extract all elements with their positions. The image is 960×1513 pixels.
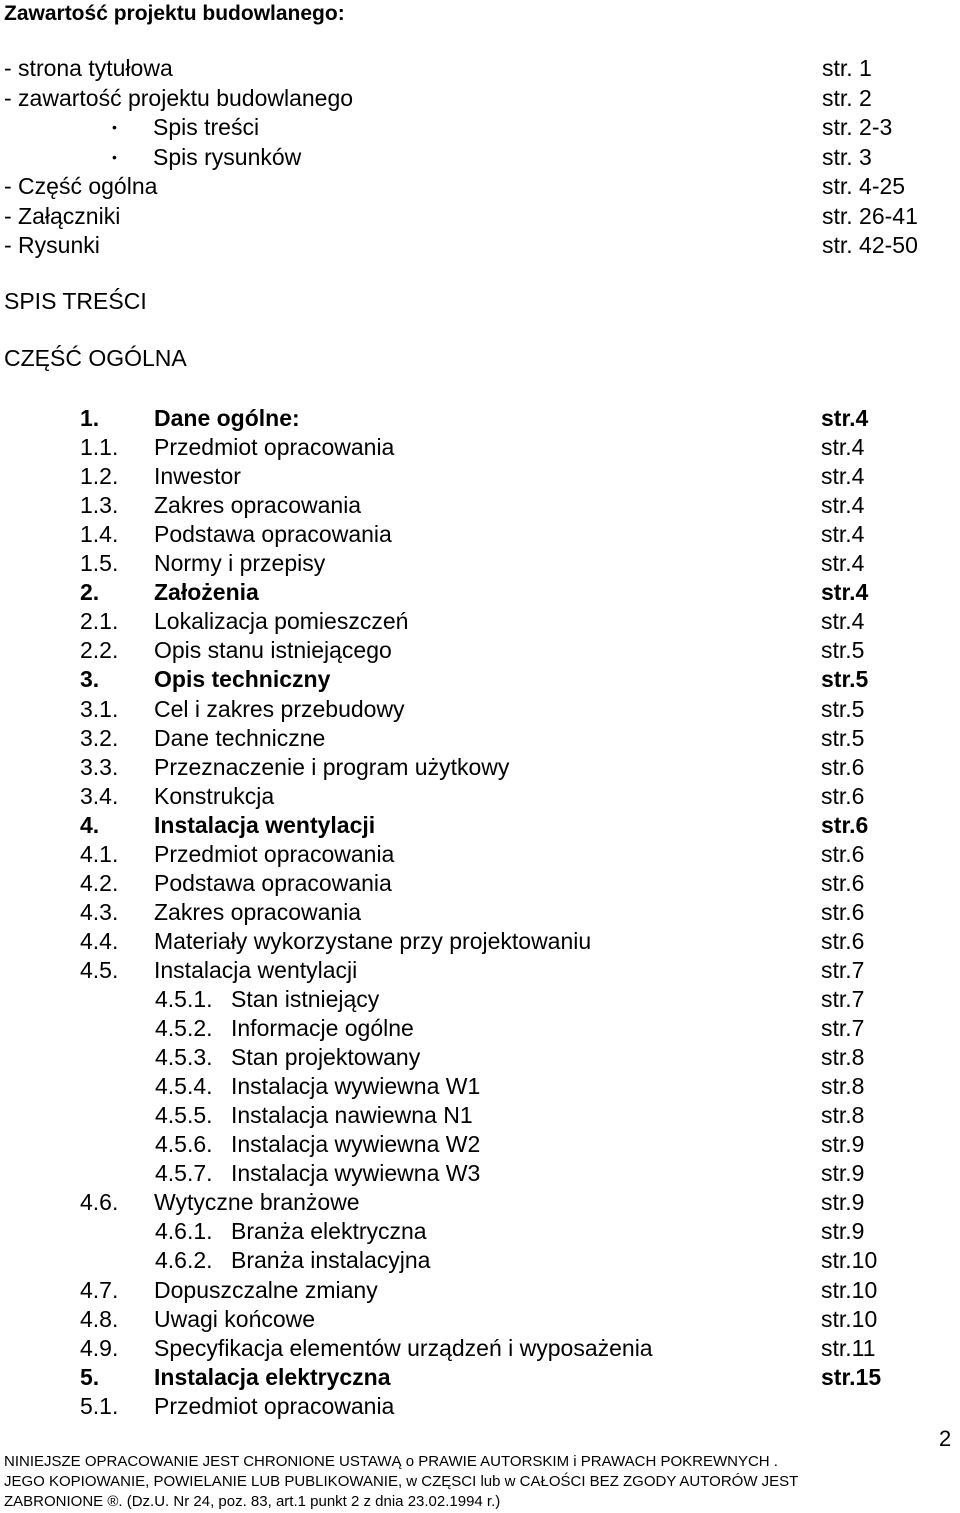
toc-entry-number: 4.5.3. <box>155 1044 213 1071</box>
contents-item-label: - strona tytułowa <box>4 55 173 81</box>
toc-entry-page: str.5 <box>821 637 865 664</box>
toc-entry-title: Lokalizacja pomieszczeń <box>154 608 409 635</box>
toc-entry-title: Opis stanu istniejącego <box>154 637 392 664</box>
toc-entry-title: Zakres opracowania <box>154 898 362 925</box>
toc-entry-page: str.8 <box>821 1073 865 1100</box>
contents-item-page: str. 1 <box>822 55 872 81</box>
toc-entry <box>0 1392 960 1420</box>
toc-entry <box>0 1334 960 1362</box>
toc-entry-number: 4.5.5. <box>155 1102 213 1129</box>
toc-entry-page: str.15 <box>821 1363 882 1390</box>
toc-entry-page: str.6 <box>821 927 865 954</box>
toc-entry <box>0 782 960 810</box>
toc-entry-page: str.4 <box>821 405 869 431</box>
contents-item-page: str. 26-41 <box>822 202 918 229</box>
toc-entry-page: str.5 <box>821 724 865 751</box>
toc-entry-number: 4.5.2. <box>155 1015 213 1042</box>
toc-entry-number: 1.3. <box>80 492 119 519</box>
toc-entry-page: str.9 <box>821 1131 865 1158</box>
page-number: 2 <box>939 1426 952 1451</box>
contents-item-page: str. 2-3 <box>822 114 893 140</box>
toc-entry-number: 4.6. <box>80 1189 119 1216</box>
toc-entry-title: Instalacja wywiewna W2 <box>231 1131 481 1158</box>
toc-entry-number: 1.5. <box>80 550 119 577</box>
czesc-ogolna-title: CZĘŚĆ OGÓLNA <box>4 345 187 371</box>
toc-entry <box>0 1072 960 1100</box>
toc-entry-page: str.8 <box>821 1044 865 1071</box>
contents-item-page: str. 42-50 <box>822 232 918 258</box>
toc-entry <box>0 404 960 432</box>
toc-entry-page: str.4 <box>821 608 865 635</box>
contents-item <box>0 231 960 259</box>
toc-entry-page: str.5 <box>821 666 869 693</box>
toc-entry-number: 4.6.2. <box>155 1247 213 1274</box>
toc-entry-page: str.10 <box>821 1276 878 1303</box>
toc-entry-page: str.6 <box>821 782 865 809</box>
toc-entry-title: Instalacja wywiewna W1 <box>231 1073 481 1100</box>
toc-entry-number: 4.4. <box>80 927 119 954</box>
toc-entry-number: 4.2. <box>80 869 119 896</box>
toc-entry-title: Branża instalacyjna <box>231 1247 431 1274</box>
toc-entry-title: Informacje ogólne <box>231 1015 414 1042</box>
toc-entry-title: Dopuszczalne zmiany <box>154 1276 378 1303</box>
bullet-icon: • <box>112 119 117 135</box>
toc-entry-title: Dane ogólne: <box>154 405 300 431</box>
contents-item-page: str. 3 <box>822 143 872 170</box>
toc-entry-title: Materiały wykorzystane przy projektowaniu <box>154 927 592 954</box>
toc-entry-number: 4.5.4. <box>155 1073 213 1100</box>
toc-entry-number: 3.3. <box>80 753 119 780</box>
toc-entry-number: 5. <box>80 1363 100 1390</box>
toc-entry-page: str.5 <box>821 695 865 722</box>
toc-entry-number: 5.1. <box>80 1392 119 1419</box>
contents-item-label: - Rysunki <box>4 232 100 258</box>
toc-entry <box>0 840 960 868</box>
toc-entry-number: 4.9. <box>80 1334 119 1361</box>
toc-entry-page: str.6 <box>821 840 865 867</box>
toc-entry-title: Konstrukcja <box>154 782 275 809</box>
toc-entry-page: str.8 <box>821 1102 865 1129</box>
toc-entry-page: str.4 <box>821 434 865 461</box>
toc-entry-title: Normy i przepisy <box>154 550 326 577</box>
toc-entry-title: Założenia <box>154 579 259 606</box>
toc-entry <box>0 695 960 723</box>
toc-entry-page: str.6 <box>821 753 865 780</box>
toc-entry-title: Uwagi końcowe <box>154 1305 316 1332</box>
toc-entry-title: Przedmiot opracowania <box>154 434 395 461</box>
toc-entry <box>0 1159 960 1187</box>
toc-entry <box>0 1188 960 1216</box>
toc-entry-page: str.6 <box>821 898 865 925</box>
toc-entry-number: 4. <box>80 811 100 838</box>
toc-entry <box>0 520 960 548</box>
toc-entry <box>0 1101 960 1129</box>
toc-entry-number: 2.2. <box>80 637 119 664</box>
toc-entry <box>0 1363 960 1391</box>
toc-entry-number: 3.4. <box>80 782 119 809</box>
toc-entry-page: str.7 <box>821 1015 865 1042</box>
toc-entry-number: 3.2. <box>80 724 119 751</box>
toc-entry-page: str.4 <box>821 579 869 606</box>
toc-entry <box>0 549 960 577</box>
contents-item <box>0 54 960 82</box>
contents-item <box>0 84 960 112</box>
toc-entry-page: str.11 <box>821 1334 876 1361</box>
toc-entry <box>0 1276 960 1304</box>
toc-entry-number: 4.8. <box>80 1305 119 1332</box>
toc-entry <box>0 724 960 752</box>
contents-item <box>0 172 960 200</box>
toc-entry-page: str.7 <box>821 956 865 983</box>
contents-item-label: Spis rysunków <box>153 143 302 170</box>
toc-entry-number: 4.3. <box>80 898 119 925</box>
contents-item-label: - zawartość projektu budowlanego <box>4 84 354 111</box>
contents-item <box>0 143 960 171</box>
contents-item-page: str. 2 <box>822 84 872 111</box>
toc-entry <box>0 462 960 490</box>
toc-entry <box>0 607 960 635</box>
toc-entry-title: Branża elektryczna <box>231 1218 427 1245</box>
toc-entry-number: 3. <box>80 666 100 693</box>
toc-entry-number: 1. <box>80 405 100 431</box>
toc-entry <box>0 1246 960 1274</box>
toc-entry-title: Instalacja elektryczna <box>154 1363 391 1390</box>
toc-entry-title: Cel i zakres przebudowy <box>154 695 405 722</box>
toc-entry-title: Instalacja nawiewna N1 <box>231 1102 473 1129</box>
toc-entry <box>0 1014 960 1042</box>
bullet-icon: • <box>112 148 117 165</box>
footer-line-2: JEGO KOPIOWANIE, POWIELANIE LUB PUBLIKOWANIE, w CZĘSCI lub w CAŁOŚCI BEZ ZGODY AUTORÓW JEST <box>4 1473 799 1490</box>
toc-entry-page: str.9 <box>821 1160 865 1187</box>
toc-entry-title: Przedmiot opracowania <box>154 840 395 867</box>
toc-entry-number: 4.7. <box>80 1276 119 1303</box>
toc-entry-page: str.6 <box>821 811 869 838</box>
document-heading: Zawartość projektu budowlanego: <box>4 2 345 25</box>
toc-entry-page: str.9 <box>821 1189 865 1216</box>
toc-entry-number: 4.5.6. <box>155 1131 213 1158</box>
contents-item-label: - Załączniki <box>4 202 121 229</box>
footer-line-3: ZABRONIONE ®. (Dz.U. Nr 24, poz. 83, art.1 punkt 2 z dnia 23.02.1994 r.) <box>4 1493 501 1510</box>
toc-entry-title: Przeznaczenie i program użytkowy <box>154 753 510 780</box>
toc-entry-title: Specyfikacja elementów urządzeń i wyposażenia <box>154 1334 653 1361</box>
toc-entry-page: str.4 <box>821 521 865 548</box>
toc-entry <box>0 491 960 519</box>
toc-entry <box>0 578 960 606</box>
toc-entry-number: 2. <box>80 579 100 606</box>
toc-entry-title: Instalacja wentylacji <box>154 956 358 983</box>
toc-entry-page: str.4 <box>821 492 865 519</box>
toc-entry <box>0 869 960 897</box>
toc-entry-number: 1.4. <box>80 521 119 548</box>
contents-item <box>0 202 960 230</box>
toc-entry <box>0 1043 960 1071</box>
toc-entry <box>0 985 960 1013</box>
toc-entry-number: 1.2. <box>80 463 119 490</box>
toc-entry <box>0 898 960 926</box>
toc-entry-title: Inwestor <box>154 463 241 490</box>
toc-entry-number: 3.1. <box>80 695 119 722</box>
toc-entry-number: 4.1. <box>80 840 119 867</box>
toc-entry <box>0 956 960 984</box>
toc-entry-page: str.6 <box>821 869 865 896</box>
toc-entry-title: Stan istniejący <box>231 986 380 1012</box>
contents-item-label: - Część ogólna <box>4 173 158 199</box>
toc-entry-page: str.9 <box>821 1218 865 1245</box>
toc-entry-title: Wytyczne branżowe <box>154 1189 360 1216</box>
toc-entry-page: str.4 <box>821 463 865 490</box>
footer-line-1: NINIEJSZE OPRACOWANIE JEST CHRONIONE USTAWĄ o PRAWIE AUTORSKIM i PRAWACH POKREWNYCH . <box>4 1453 778 1470</box>
toc-entry <box>0 665 960 693</box>
toc-entry-page: str.10 <box>821 1305 878 1332</box>
contents-item <box>0 113 960 141</box>
toc-entry <box>0 636 960 664</box>
toc-entry-title: Podstawa opracowania <box>154 521 392 548</box>
toc-entry-number: 4.5.7. <box>155 1160 213 1187</box>
toc-entry-title: Instalacja wentylacji <box>154 811 376 838</box>
toc-entry-number: 4.6.1. <box>155 1218 213 1245</box>
toc-entry <box>0 1305 960 1333</box>
toc-entry-page: str.7 <box>821 986 865 1012</box>
toc-entry-title: Przedmiot opracowania <box>154 1392 395 1419</box>
toc-entry-title: Zakres opracowania <box>154 492 362 519</box>
toc-entry <box>0 1130 960 1158</box>
toc-entry <box>0 1217 960 1245</box>
toc-entry-page: str.10 <box>821 1247 878 1274</box>
spis-tresci-title: SPIS TREŚCI <box>4 288 147 314</box>
contents-item-page: str. 4-25 <box>822 173 906 199</box>
toc-entry <box>0 753 960 781</box>
toc-entry-number: 2.1. <box>80 608 119 635</box>
toc-entry <box>0 927 960 955</box>
toc-entry-number: 1.1. <box>80 434 119 461</box>
toc-entry-title: Stan projektowany <box>231 1044 421 1071</box>
toc-entry-title: Opis techniczny <box>154 666 331 693</box>
toc-entry <box>0 811 960 839</box>
toc-entry <box>0 433 960 461</box>
toc-entry-number: 4.5.1. <box>155 986 213 1012</box>
contents-item-label: Spis treści <box>153 114 260 140</box>
toc-entry-title: Podstawa opracowania <box>154 869 392 896</box>
toc-entry-title: Dane techniczne <box>154 724 326 751</box>
toc-entry-page: str.4 <box>821 550 865 577</box>
toc-entry-number: 4.5. <box>80 956 119 983</box>
toc-entry-title: Instalacja wywiewna W3 <box>231 1160 481 1187</box>
